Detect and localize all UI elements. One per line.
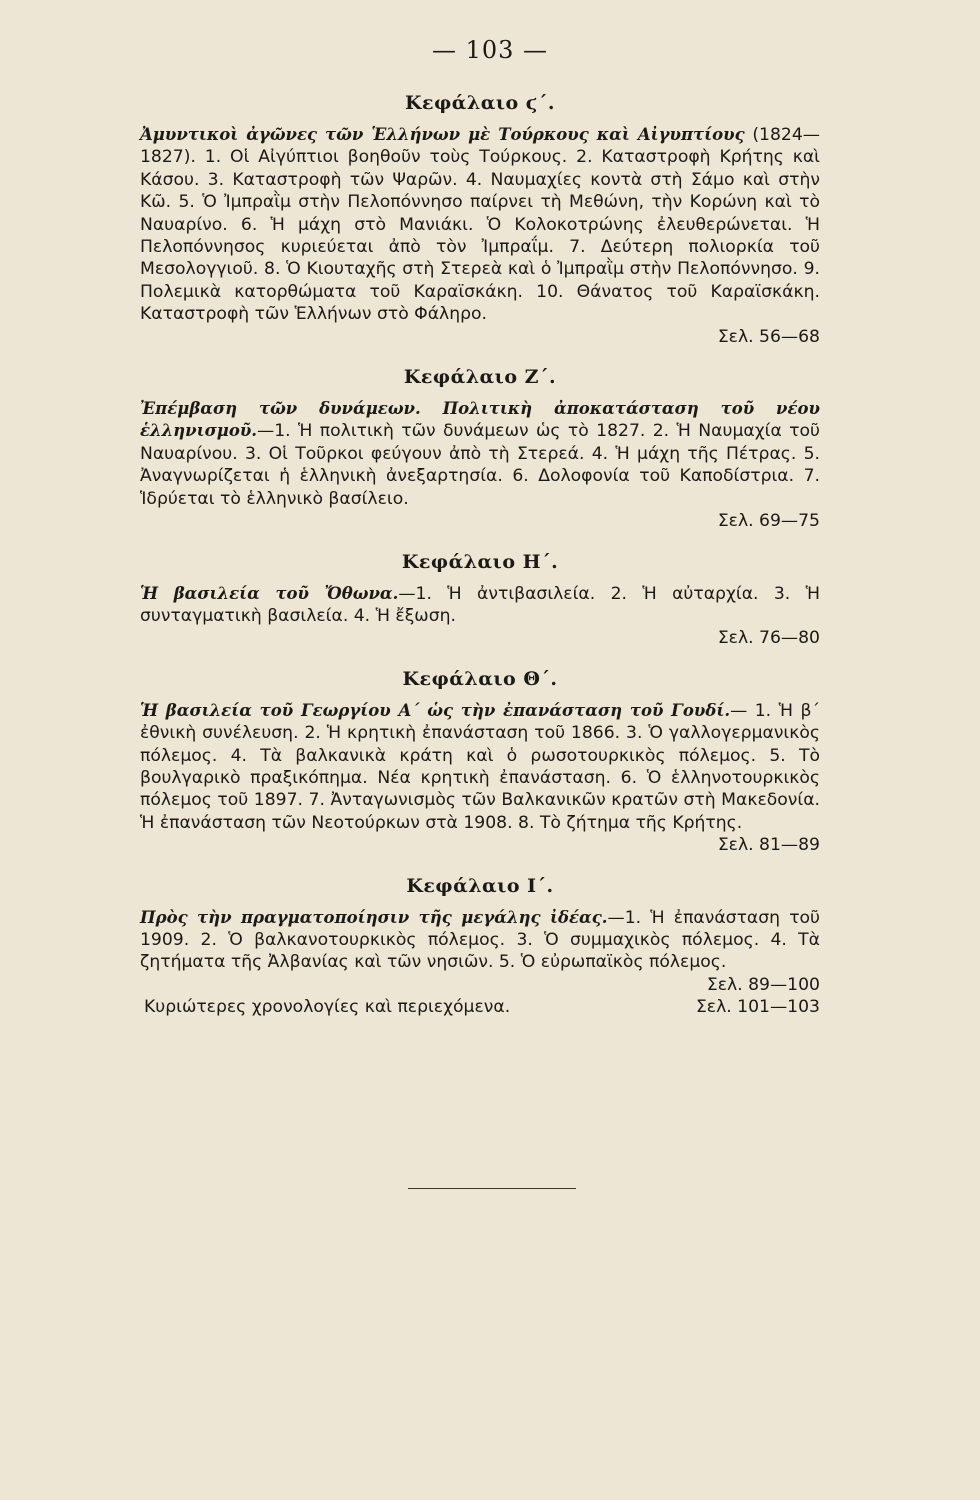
closing-text: Κυριώτερες χρονολογίες καὶ περιεχόμενα. xyxy=(144,997,511,1018)
page-number: — 103 — xyxy=(431,36,549,64)
chapter-heading: Κεφάλαιο Θ΄. xyxy=(402,667,558,690)
chapter-title: Ἡ βασιλεία τοῦ Ὄθωνα. xyxy=(140,583,399,603)
chapter-pages: Σελ. 81—89 xyxy=(717,835,820,856)
closing-entry xyxy=(140,996,820,1018)
chapter-heading: Κεφάλαιο Η΄. xyxy=(401,550,559,573)
chapter-body: —1. Ἡ πολιτικὴ τῶν δυνάμεων ὡς τὸ 1827. 2. Ἡ Ναυμαχία τοῦ Ναυαρίνου. 3. Οἱ Τοῦρκοι φεύγουν ἀπὸ τὴ Στερεά. 4. Ἡ μάχη τῆς Πέτρας. 5. Ἀναγνωρίζεται ἡ ἑλληνικὴ ἀνεξαρτησία. 6. Δολοφονία τοῦ Καποδίστρια. 7. Ἱδρύεται τὸ ἑλληνικὸ βασίλειο. xyxy=(140,421,820,509)
chapter-heading: Κεφάλαιο Ζ΄. xyxy=(403,366,557,389)
chapter-body: —1. Ἡ ἐπανάσταση τοῦ 1909. 2. Ὁ βαλκανοτουρκικὸς πόλεμος. 3. Ὁ συμμαχικὸς πόλεμος. 4. Τὰ ζητήματα τῆς Ἀλβανίας καὶ τῶν νησιῶν. 5. Ὁ εὐρωπαϊκὸς πόλεμος. xyxy=(140,907,821,973)
chapter-8 xyxy=(140,551,820,650)
chapter-10 xyxy=(140,875,820,997)
contents-column xyxy=(140,92,820,1019)
chapter-heading: Κεφάλαιο ϛ΄. xyxy=(405,92,555,114)
chapter-pages: Σελ. 56—68 xyxy=(717,326,820,347)
chapter-pages: Σελ. 69—75 xyxy=(717,511,820,532)
closing-pages: Σελ. 101—103 xyxy=(695,997,820,1018)
chapter-title: Πρὸς τὴν πραγματοποίησιν τῆς μεγάλης ἰδέας. xyxy=(140,907,608,927)
chapter-9 xyxy=(140,668,820,857)
chapter-summary xyxy=(140,700,820,857)
chapter-summary xyxy=(140,124,820,348)
chapter-title: Ἀμυντικοὶ ἀγῶνες τῶν Ἑλλήνων μὲ Τούρκους καὶ Αἰγυπτίους xyxy=(140,125,745,144)
chapter-6 xyxy=(140,92,820,348)
chapter-body: (1824—1827). 1. Οἱ Αἰγύπτιοι βοηθοῦν τοὺς Τούρκους. 2. Καταστροφὴ Κρήτης καὶ Κάσου. 3. Καταστροφὴ τῶν Ψαρῶν. 4. Ναυμαχίες κοντὰ στὴ Σάμο καὶ στὴν Κῶ. 5. Ὁ Ἰμπραῒμ στὴν Πελοπόννησο παίρνει τὴ Μεθώνη, τὴν Κορώνη καὶ τὸ Ναυαρίνο. 6. Ἡ μάχη στὸ Μανιάκι. Ὁ Κολοκοτρώνης ἐλευθερώνεται. Ἡ Πελοπόννησος κυριεύεται ἀπὸ τὸν Ἰμπραΐμ. 7. Δεύτερη πολιορκία τοῦ Μεσολογγιοῦ. 8. Ὁ Κιουταχῆς στὴ Στερεὰ καὶ ὁ Ἰμπραῒμ στὴν Πελοπόννησο. 9. Πολεμικὰ κατορθώματα τοῦ Καραϊσκάκη. 10. Θάνατος τοῦ Καραϊσκάκη. Καταστροφὴ τῶν Ἑλλήνων στὸ Φάληρο. xyxy=(140,125,820,325)
chapter-summary xyxy=(140,398,820,532)
chapter-heading: Κεφάλαιο Ι΄. xyxy=(406,874,554,897)
chapter-body: —1. Ἡ ἀντιβασιλεία. 2. Ἡ αὐταρχία. 3. Ἡ συνταγματικὴ βασιλεία. 4. Ἡ ἔξωση. xyxy=(140,583,820,626)
chapter-title: Ἡ βασιλεία τοῦ Γεωργίου Α΄ ὡς τὴν ἐπανάσταση τοῦ Γουδί. xyxy=(140,700,731,720)
chapter-7 xyxy=(140,366,820,532)
chapter-title: Ἐπέμβαση τῶν δυνάμεων. Πολιτικὴ ἀποκατάσταση τοῦ νέου ἑλληνισμοῦ. xyxy=(140,399,820,441)
chapter-pages: Σελ. 76—80 xyxy=(717,628,820,649)
chapter-summary xyxy=(140,907,820,997)
chapter-summary xyxy=(140,583,820,650)
end-rule xyxy=(408,1188,576,1189)
chapter-body: — 1. Ἡ β΄ ἐθνικὴ συνέλευση. 2. Ἡ κρητικὴ ἐπανάσταση τοῦ 1866. 3. Ὁ γαλλογερμανικὸς πόλεμος. 4. Τὰ βαλκανικὰ κράτη καὶ ὁ ρωσοτουρκικὸς πόλεμος. 5. Τὸ βουλγαρικὸ πραξικόπημα. Νέα κρητικὴ ἐπανάσταση. 6. Ὁ ἑλληνοτουρκικὸς πόλεμος τοῦ 1897. 7. Ἀνταγωνισμὸς τῶν Βαλκανικῶν κρατῶν στὴ Μακεδονία. Ἡ ἐπανάσταση τῶν Νεοτούρκων στὰ 1908. 8. Τὸ ζήτημα τῆς Κρήτης. xyxy=(140,700,821,833)
chapter-pages: Σελ. 89—100 xyxy=(706,974,820,995)
